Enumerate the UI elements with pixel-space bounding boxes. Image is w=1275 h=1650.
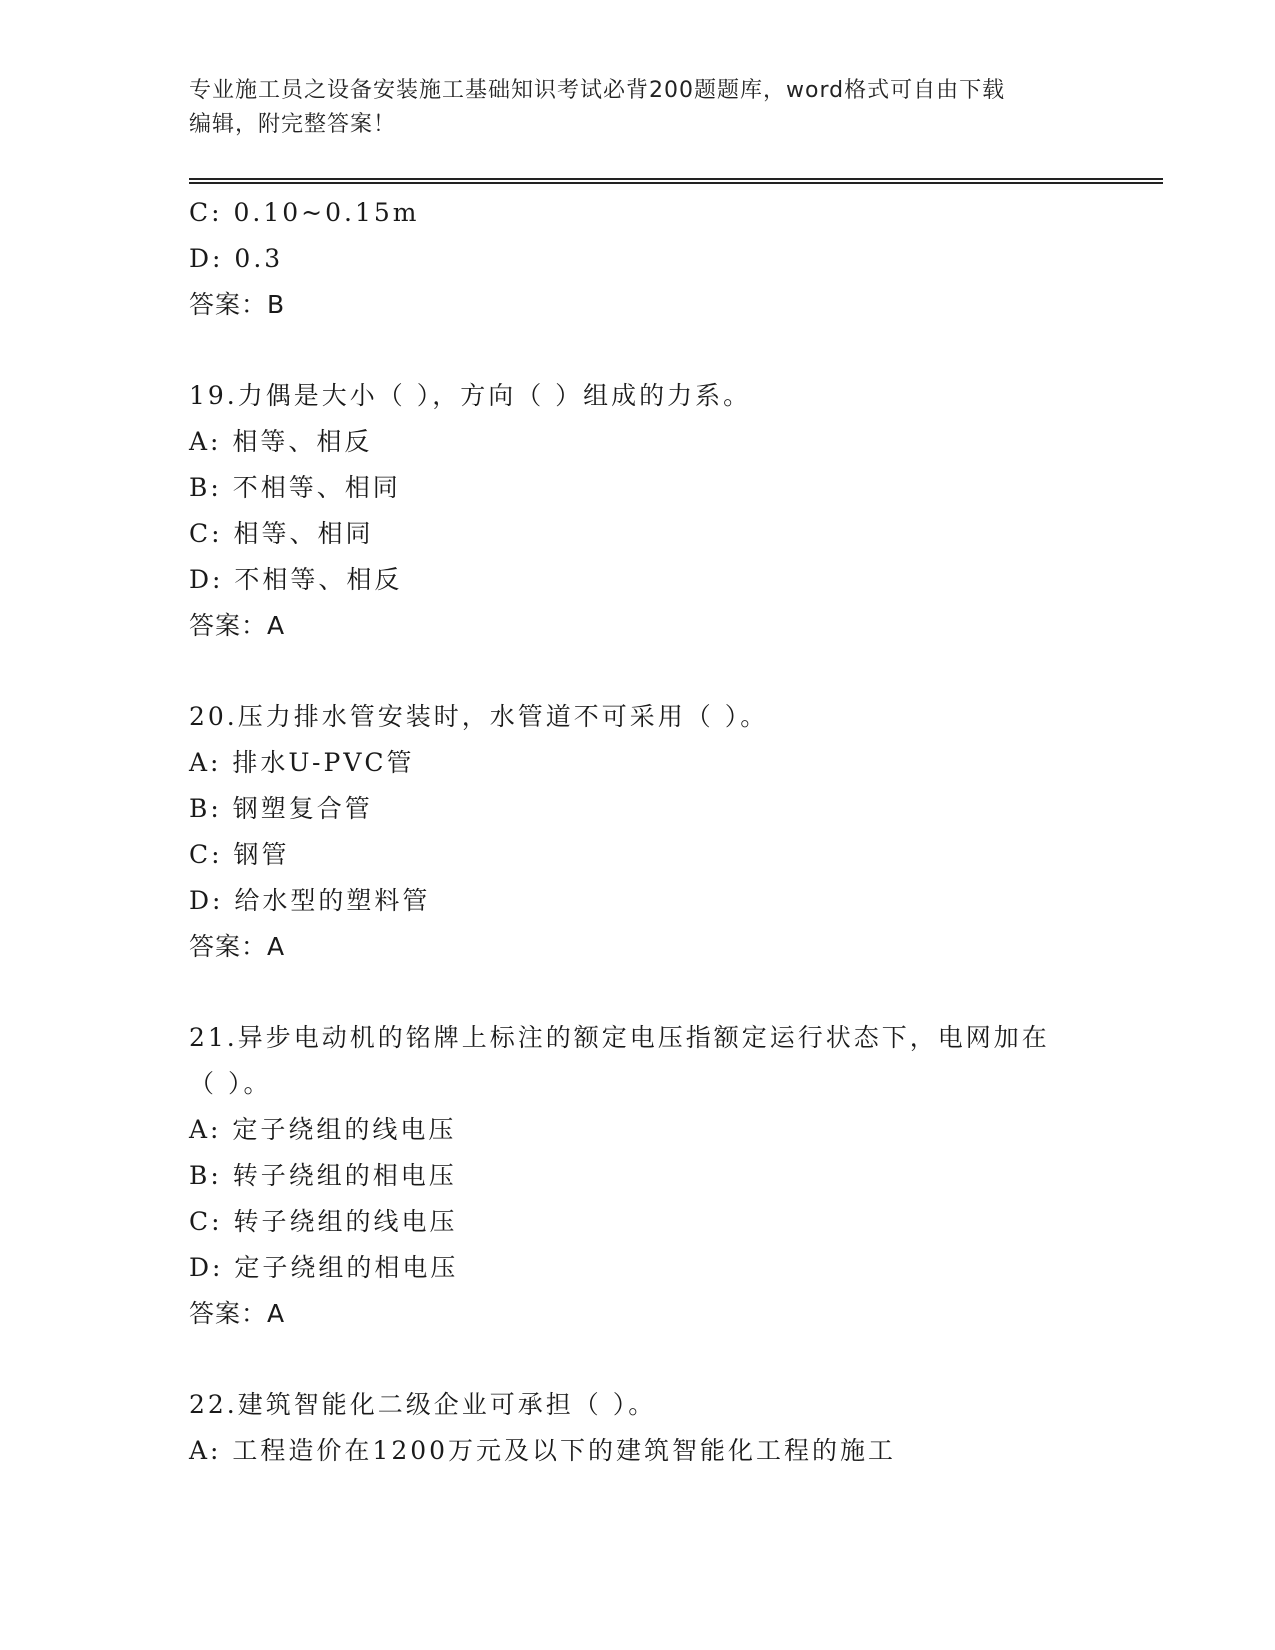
option-a: A: 相等、相反	[189, 427, 373, 456]
question-text-line1: 21.异步电动机的铭牌上标注的额定电压指额定运行状态下，电网加在	[189, 1023, 1050, 1052]
question-block-19	[189, 373, 1109, 649]
document-header	[189, 74, 1089, 142]
question-block-22	[189, 1382, 1109, 1474]
header-title-line1: 专业施工员之设备安装施工基础知识考试必背200题题库，word格式可自由下载	[189, 78, 1006, 103]
option-a: A: 排水U-PVC管	[189, 748, 415, 777]
question-text: 22.建筑智能化二级企业可承担（ ）。	[189, 1390, 657, 1419]
option-a: A: 定子绕组的线电压	[189, 1115, 457, 1144]
question-block-21	[189, 1015, 1109, 1337]
spacer	[189, 649, 1109, 694]
option-d: D: 不相等、相反	[189, 565, 403, 594]
option-c: C: 0.10~0.15m	[189, 198, 420, 227]
header-divider-bottom	[189, 182, 1163, 184]
question-text-line2: （ ）。	[189, 1069, 272, 1098]
answer-line: 答案：A	[189, 611, 286, 640]
spacer	[189, 970, 1109, 1015]
question-text: 19.力偶是大小（ ），方向（ ）组成的力系。	[189, 381, 752, 410]
option-b: B: 钢塑复合管	[189, 794, 373, 823]
option-a: A: 工程造价在1200万元及以下的建筑智能化工程的施工	[189, 1436, 897, 1465]
answer-line: 答案：A	[189, 932, 286, 961]
option-c: C: 相等、相同	[189, 519, 374, 548]
question-block-18	[189, 190, 1109, 328]
option-d: D: 定子绕组的相电压	[189, 1253, 459, 1282]
question-block-20	[189, 694, 1109, 970]
option-b: B: 转子绕组的相电压	[189, 1161, 457, 1190]
option-c: C: 转子绕组的线电压	[189, 1207, 458, 1236]
answer-line: 答案：A	[189, 1299, 286, 1328]
option-d: D: 给水型的塑料管	[189, 886, 431, 915]
answer-line: 答案：B	[189, 290, 286, 319]
spacer	[189, 328, 1109, 373]
question-list	[189, 190, 1109, 1474]
header-title-line2: 编辑，附完整答案！	[189, 112, 397, 137]
option-d: D: 0.3	[189, 244, 284, 273]
spacer	[189, 1337, 1109, 1382]
option-b: B: 不相等、相同	[189, 473, 401, 502]
header-divider-top	[189, 178, 1163, 180]
option-c: C: 钢管	[189, 840, 290, 869]
question-text: 20.压力排水管安装时，水管道不可采用（ ）。	[189, 702, 769, 731]
